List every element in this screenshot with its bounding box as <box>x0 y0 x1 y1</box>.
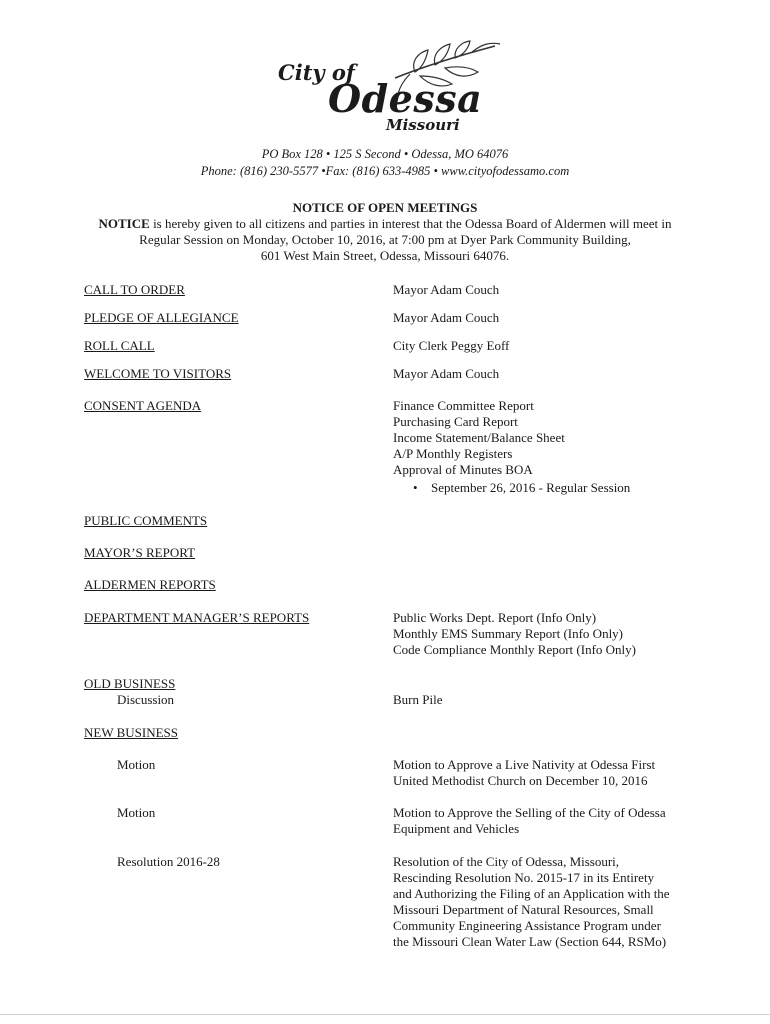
notice-lead: NOTICE <box>98 216 150 231</box>
agenda-public-comments: PUBLIC COMMENTS <box>84 513 208 528</box>
agenda-call-to-order-by: Mayor Adam Couch <box>393 282 500 297</box>
bullet-icon: • <box>413 480 418 495</box>
agenda-welcome-by: Mayor Adam Couch <box>393 366 500 381</box>
agenda-aldermen-reports: ALDERMEN REPORTS <box>84 577 216 592</box>
consent-item: Purchasing Card Report <box>393 414 518 429</box>
city-logo <box>270 38 510 138</box>
agenda-dept-reports: DEPARTMENT MANAGER’S REPORTS <box>84 610 310 625</box>
notice-title: NOTICE OF OPEN MEETINGS <box>292 200 478 215</box>
consent-minutes-bullet: • September 26, 2016 - Regular Session <box>413 480 631 495</box>
new-business-type: Resolution 2016-28 <box>117 854 220 869</box>
new-business-line: Motion to Approve the Selling of the City of Odessa <box>393 805 666 820</box>
new-business-line: Equipment and Vehicles <box>393 821 520 836</box>
new-business-line: Motion to Approve a Live Nativity at Odessa First <box>393 757 656 772</box>
consent-item: Approval of Minutes BOA <box>393 462 533 477</box>
logo-odessa: Odessa <box>328 76 483 121</box>
new-business-type: Motion <box>117 757 156 772</box>
consent-item: Income Statement/Balance Sheet <box>393 430 565 445</box>
logo-city-of: City of <box>278 60 355 85</box>
dept-report-item: Public Works Dept. Report (Info Only) <box>393 610 597 625</box>
new-business-line: Missouri Department of Natural Resources, Small <box>393 902 654 917</box>
notice-line-1: NOTICE is hereby given to all citizens and parties in interest that the Odessa Board of Aldermen will meet in <box>98 216 672 231</box>
page-edge-divider <box>0 1014 770 1015</box>
notice-line-2: Regular Session on Monday, October 10, 2016, at 7:00 pm at Dyer Park Community Building, <box>139 232 631 247</box>
agenda-new-business: NEW BUSINESS <box>84 725 179 740</box>
old-business-detail: Burn Pile <box>393 692 443 707</box>
old-business-sub-label: Discussion <box>117 692 175 707</box>
new-business-line: and Authorizing the Filing of an Application with the <box>393 886 670 901</box>
address-line: PO Box 128 • 125 S Second • Odessa, MO 64076 <box>261 147 509 161</box>
new-business-line: United Methodist Church on December 10, 2016 <box>393 773 648 788</box>
new-business-type: Motion <box>117 805 156 820</box>
notice-line-3: 601 West Main Street, Odessa, Missouri 64076. <box>260 248 510 263</box>
logo-missouri: Missouri <box>386 116 460 134</box>
agenda-consent: CONSENT AGENDA <box>84 398 202 413</box>
agenda-old-business: OLD BUSINESS <box>84 676 176 691</box>
consent-item: Finance Committee Report <box>393 398 534 413</box>
agenda-welcome: WELCOME TO VISITORS <box>84 366 232 381</box>
agenda-call-to-order: CALL TO ORDER <box>84 282 185 297</box>
dept-report-item: Code Compliance Monthly Report (Info Only) <box>393 642 636 657</box>
agenda-pledge: PLEDGE OF ALLEGIANCE <box>84 310 239 325</box>
contact-line: Phone: (816) 230-5577 •Fax: (816) 633-4985 • www.cityofodessamo.com <box>200 164 570 178</box>
notice-paragraph <box>78 216 692 264</box>
consent-item: A/P Monthly Registers <box>393 446 513 461</box>
new-business-line: Rescinding Resolution No. 2015-17 in its Entirety <box>393 870 655 885</box>
new-business-line: Resolution of the City of Odessa, Missouri, <box>393 854 620 869</box>
agenda-roll-call: ROLL CALL <box>84 338 155 353</box>
new-business-line: Community Engineering Assistance Program under <box>393 918 661 933</box>
agenda-roll-call-by: City Clerk Peggy Eoff <box>393 338 510 353</box>
agenda-pledge-by: Mayor Adam Couch <box>393 310 500 325</box>
dept-report-item: Monthly EMS Summary Report (Info Only) <box>393 626 624 641</box>
new-business-line: the Missouri Clean Water Law (Section 644, RSMo) <box>393 934 667 949</box>
agenda-mayors-report: MAYOR’S REPORT <box>84 545 196 560</box>
